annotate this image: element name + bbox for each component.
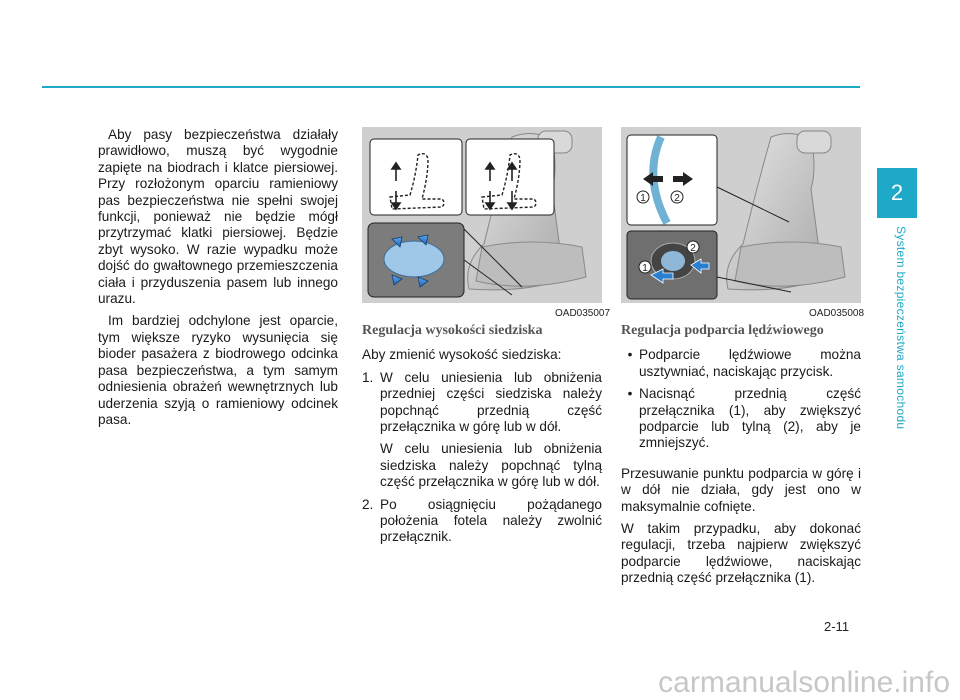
lumbar-illustration xyxy=(621,127,861,303)
list-item xyxy=(362,497,602,546)
paragraph: W takim przypadku, aby dokonać regulacji, trzeba najpierw zwiększyć podparcie lędźwiowe, naciskając przednią część przełącznika (1). xyxy=(621,521,861,586)
paragraph: W celu uniesienia lub obniżenia siedziska należy popchnąć tylną część przełącznika w górę lub w dół. xyxy=(380,441,602,490)
list-item xyxy=(621,347,861,380)
chapter-title-vertical: System bezpieczeństwa samochodu xyxy=(894,226,908,430)
chapter-number-tab: 2 xyxy=(877,168,917,218)
paragraph: Aby pasy bezpieczeństwa działały prawidłowo, muszą być wygodnie zapięte na biodrach i klatce piersiowej. Przy rozłożonym oparciu ramieniowy pas bezpieczeństwa nie spełni swojej funkcji, ponieważ nie będzie mógł przytrzymać klatki piersiowej. Będzie zbyt wysoko. W razie wypadku może dojść do gwałtownego przemieszczenia ciała i przyduszenia pasem lub innego urazu. xyxy=(98,127,338,307)
column-left xyxy=(98,127,338,434)
list-text: Podparcie lędźwiowe można usztywniać, naciskając przycisk. xyxy=(639,347,861,379)
paragraph: Przesuwanie punktu podparcia w górę i w dół nie działa, gdy jest ono w maksymalnie cofnięte. xyxy=(621,465,861,514)
page-number: 2-11 xyxy=(824,619,850,634)
callout-1: 1 xyxy=(642,263,648,274)
callout-2: 2 xyxy=(690,243,696,254)
figure-lumbar-support xyxy=(621,127,861,303)
figure-code: OAD035008 xyxy=(809,308,865,319)
callout-1: 1 xyxy=(640,193,646,204)
figure-code: OAD035007 xyxy=(555,308,611,319)
watermark-text[interactable]: carmanualsonline.info xyxy=(658,666,950,699)
list-text: Po osiągnięciu pożądanego położenia fotela należy zwolnić przełącznik. xyxy=(380,496,602,545)
list-text: W celu uniesienia lub obniżenia przedniej części siedziska należy popchnąć przednią część przełącznika w górę lub w dół. xyxy=(380,369,602,435)
bullet-dot-icon: • xyxy=(627,347,633,363)
header-rule xyxy=(42,86,860,88)
bullet-dot-icon: • xyxy=(627,386,633,402)
list-text: Nacisnąć przednią część przełącznika (1), aby zwiększyć podparcie lub tylną (2), aby je zmniejszyć. xyxy=(639,386,861,451)
section-heading: Regulacja wysokości siedziska xyxy=(362,323,543,338)
list-item xyxy=(621,386,861,452)
seat-height-illustration xyxy=(362,127,602,303)
section-heading: Regulacja podparcia lędźwiowego xyxy=(621,323,824,338)
list-number: 1. xyxy=(362,369,374,385)
paragraph: Aby zmienić wysokość siedziska: xyxy=(362,347,562,363)
paragraph: Im bardziej odchylone jest oparcie, tym większe ryzyko wysunięcia się bioder pasażera z biodrowego odcinka pasa bezpieczeństwa, a tym samym odniesienia obrażeń wewnętrznych lub uderzenia szyją o ramieniowy odcinek pasa. xyxy=(98,313,338,427)
list-item xyxy=(362,370,602,436)
column-middle xyxy=(362,323,602,552)
callout-2: 2 xyxy=(674,193,680,204)
figure-seat-height xyxy=(362,127,602,303)
column-right xyxy=(621,323,861,593)
list-number: 2. xyxy=(362,496,374,512)
